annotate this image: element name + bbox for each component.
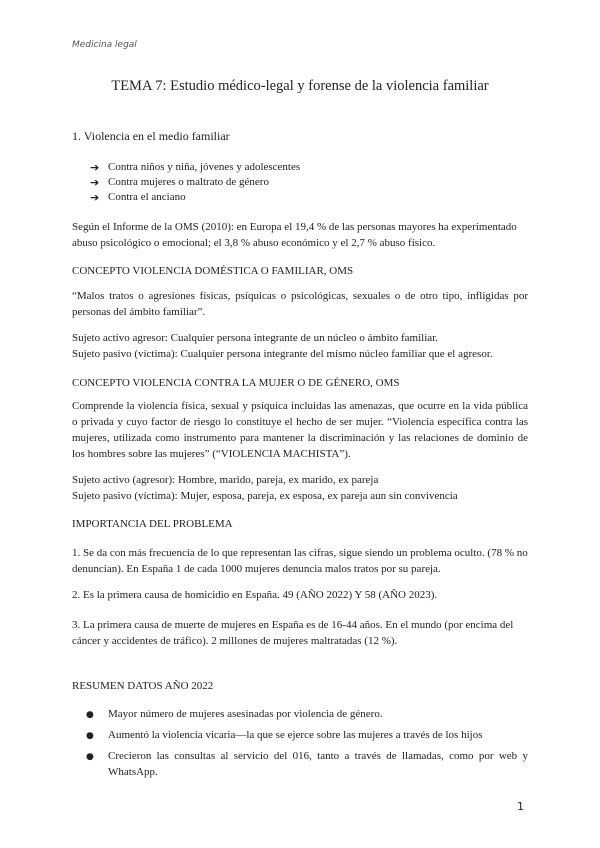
section-heading-violencia-familiar: 1. Violencia en el medio familiar [72, 129, 230, 143]
arrow-right-icon: ➔ [90, 191, 100, 204]
list-item: ➔ Contra niños y niña, jóvenes y adolescentes [90, 161, 301, 174]
heading-concepto-genero: CONCEPTO VIOLENCIA CONTRA LA MUJER O DE GÉNERO, OMS [72, 377, 400, 389]
heading-concepto-familiar: CONCEPTO VIOLENCIA DOMÉSTICA O FAMILIAR, OMS [72, 265, 354, 277]
list-item: ● Mayor número de mujeres asesinadas por violencia de género. [86, 706, 528, 723]
list-item: ➔ Contra mujeres o maltrato de género [90, 176, 269, 189]
bullet-icon: ● [86, 710, 94, 720]
heading-resumen-2022: RESUMEN DATOS AÑO 2022 [72, 680, 214, 692]
list-item: ● Aumentó la violencia vicaria—la que se ejerce sobre las mujeres a través de los hijos [86, 727, 528, 744]
arrow-right-icon: ➔ [90, 161, 100, 174]
importancia-point-3: 3. La primera causa de muerte de mujeres en España es de 16-44 años. En el mundo (por encima del cáncer y accidentes de tráfico). 2 millones de mujeres maltratadas (12 %). [72, 619, 514, 647]
oms-statistics-paragraph: Según el Informe de la OMS (2010): en Europa el 19,4 % de las personas mayores ha experimentado abuso psicológico o emocional; el 3,8 % abuso económico y el 2,7 % abuso físico. [72, 221, 517, 249]
resumen-bullet-list [86, 706, 528, 784]
sujeto-pasivo-genero: Sujeto pasivo (víctima): Mujer, esposa, pareja, ex esposa, ex pareja aun sin convivencia [72, 490, 458, 502]
arrow-right-icon: ➔ [90, 176, 100, 189]
running-header: Medicina legal [72, 40, 137, 50]
document-title: TEMA 7: Estudio médico-legal y forense de la violencia familiar [111, 78, 489, 94]
sujeto-activo-genero: Sujeto activo (agresor): Hombre, marido, pareja, ex marido, ex pareja [72, 474, 379, 486]
sujeto-activo-familiar: Sujeto activo agresor: Cualquier persona integrante de un núcleo o ámbito familiar. [72, 332, 438, 344]
bullet-icon: ● [86, 752, 94, 762]
list-item: ➔ Contra el anciano [90, 191, 186, 204]
paragraph-definition-genero: Comprende la violencia física, sexual y psíquica incluidas las amenazas, que ocurre en la vida pública o privada y cuyo factor de riesgo lo constituye el hecho de ser mujer. “Violencia específica contra las mujeres, utilizada como instrumento para mantener la discriminación y las relaciones de dominio de los hombres sobre las mujeres” (“VIOLENCIA MACHISTA”). [72, 400, 528, 460]
violence-types-list [90, 160, 510, 205]
importancia-point-1: 1. Se da con más frecuencia de lo que representan las cifras, sigue siendo un problema oculto. (78 % no denuncian). En España 1 de cada 1000 mujeres denuncia malos tratos por su pareja. [72, 547, 528, 575]
page-number: 1 [517, 800, 524, 813]
sujeto-pasivo-familiar: Sujeto pasivo (víctima): Cualquier persona integrante del mismo núcleo familiar que el agresor. [72, 348, 493, 360]
heading-importancia: IMPORTANCIA DEL PROBLEMA [72, 518, 233, 530]
importancia-point-2: 2. Es la primera causa de homicidio en España. 49 (AÑO 2022) Y 58 (AÑO 2023). [72, 589, 438, 601]
quote-definition-familiar: “Malos tratos o agresiones físicas, psíquicas o psicológicas, sexuales o de otro tipo, infligidas por personas del ámbito familiar”. [72, 290, 528, 318]
bullet-icon: ● [86, 731, 94, 741]
list-item: ● Crecieron las consultas al servicio del 016, tanto a través de llamadas, como por web y WhatsApp. [86, 750, 528, 778]
